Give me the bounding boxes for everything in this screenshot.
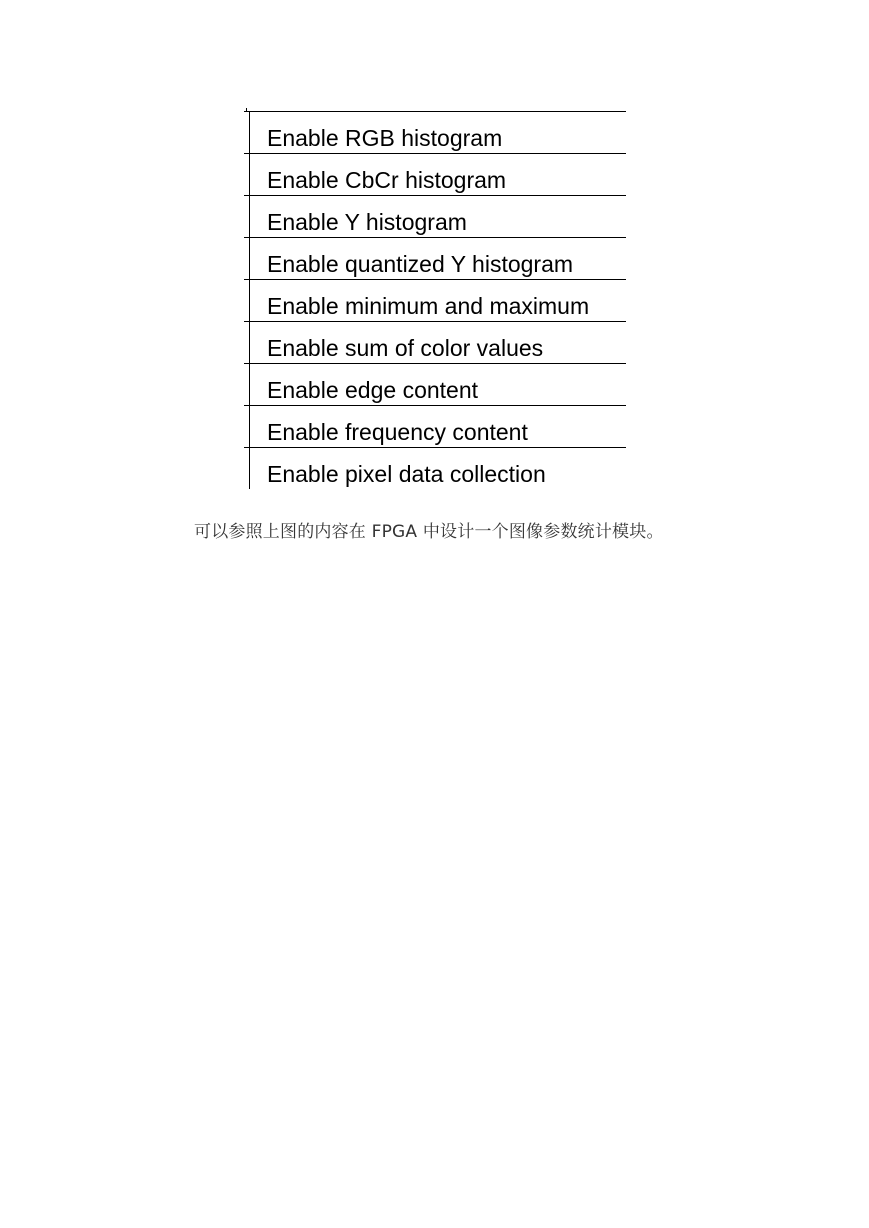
option-row-y-histogram [244,195,626,237]
option-label: Enable Y histogram [267,209,467,235]
option-label: Enable edge content [267,377,479,403]
option-row-sum-color-values [244,321,626,363]
option-row-cbcr-histogram [244,153,626,195]
option-row-min-max [244,279,626,321]
figure-caption: 可以参照上图的内容在 FPGA 中设计一个图像参数统计模块。 [194,522,664,542]
option-row-edge-content [244,363,626,405]
option-row-pixel-data-collection [244,447,626,489]
option-label: Enable minimum and maximum [267,293,590,319]
option-row-frequency-content [244,405,626,447]
option-label: Enable CbCr histogram [267,167,507,193]
option-row-rgb-histogram [244,111,626,153]
option-label: Enable RGB histogram [267,125,503,151]
options-table [249,111,626,489]
option-label: Enable frequency content [267,419,528,445]
option-label: Enable sum of color values [267,335,544,361]
option-label: Enable pixel data collection [267,461,546,487]
option-row-quantized-y-histogram [244,237,626,279]
option-label: Enable quantized Y histogram [267,251,574,277]
